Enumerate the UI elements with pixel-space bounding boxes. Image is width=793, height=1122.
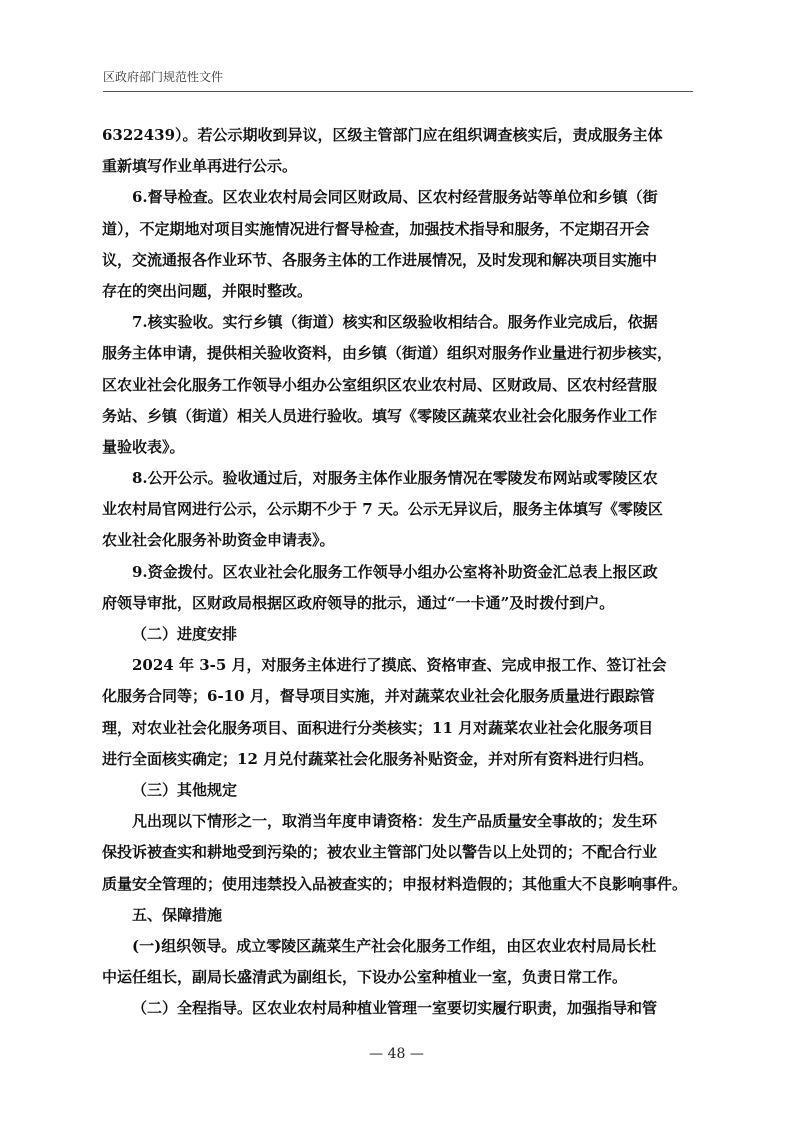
text-line: 中运任组长，副局长盛清武为副组长，下设办公室种植业一室，负责日常工作。	[102, 968, 628, 987]
text-line: 存在的突出问题，并限时整改。	[102, 281, 313, 300]
text-line: 农业社会化服务补助资金申请表》。	[102, 531, 335, 550]
text-line: （三）其他规定	[132, 780, 238, 799]
text-line: 量验收表》。	[102, 437, 185, 456]
page-header: 区政府部门规范性文件	[103, 68, 693, 92]
text-line: 府领导审批，区财政局根据区政府领导的批示，通过“一卡通”及时拨付到户。	[102, 593, 615, 612]
text-line: 道），不定期地对项目实施情况进行督导检查，加强技术指导和服务，不定期召开会	[102, 219, 650, 238]
text-line: 业农村局官网进行公示，公示期不少于 7 天。公示无异议后，服务主体填写《零陵区	[102, 500, 663, 519]
text-line: 理，对农业社会化服务项目、面积进行分类核实；11 月对蔬菜农业社会化服务项目	[102, 718, 654, 737]
text-line: 五、保障措施	[132, 905, 223, 924]
text-line: (一)组织领导。成立零陵区蔬菜生产社会化服务工作组，由区农业农村局局长杜	[132, 936, 657, 955]
text-line: 重新填写作业单再进行公示。	[102, 157, 298, 176]
text-line: （二）全程指导。区农业农村局种植业管理一室要切实履行职责，加强指导和管	[132, 999, 658, 1018]
text-line: 6.督导检查。区农业农村局会同区财政局、区农村经营服务站等单位和乡镇（街	[132, 188, 658, 207]
page-number: — 48 —	[369, 1046, 424, 1062]
text-line: 2024 年 3-5 月，对服务主体进行了摸底、资格审查、完成申报工作、签订社会	[132, 656, 667, 675]
text-line: 进行全面核实确定；12 月兑付蔬菜社会化服务补贴资金，并对所有资料进行归档。	[102, 749, 654, 768]
text-line: 化服务合同等；6-10 月，督导项目实施，并对蔬菜农业社会化服务质量进行跟踪管	[102, 687, 655, 706]
text-line: 服务主体申请，提供相关验收资料，由乡镇（街道）组织对服务作业量进行初步核实，	[102, 344, 673, 363]
text-line: 8.公开公示。验收通过后，对服务主体作业服务情况在零陵发布网站或零陵区农	[132, 469, 658, 488]
text-line: 7.核实验收。实行乡镇（街道）核实和区级验收相结合。服务作业完成后，依据	[132, 313, 658, 332]
text-line: 议，交流通报各作业环节、各服务主体的工作进展情况，及时发现和解决项目实施中	[102, 250, 658, 269]
text-line: （二）进度安排	[132, 625, 238, 643]
text-line: 务站、乡镇（街道）相关人员进行验收。填写《零陵区蔬菜农业社会化服务作业工作	[102, 406, 658, 425]
text-line: 凡出现以下情形之一，取消当年度申请资格：发生产品质量安全事故的；发生环	[132, 812, 658, 831]
document-body	[102, 120, 694, 1024]
text-line: 6322439）。若公示期收到异议，区级主管部门应在组织调查核实后，责成服务主体	[102, 126, 663, 144]
text-line: 9.资金拨付。区农业社会化服务工作领导小组办公室将补助资金汇总表上报区政	[132, 562, 658, 581]
text-line: 质量安全管理的；使用违禁投入品被查实的；申报材料造假的；其他重大不良影响事件。	[102, 874, 688, 893]
text-line: 保投诉被查实和耕地受到污染的；被农业主管部门处以警告以上处罚的；不配合行业	[102, 843, 658, 862]
text-line: 区农业社会化服务工作领导小组办公室组织区农业农村局、区财政局、区农村经营服	[102, 375, 658, 394]
